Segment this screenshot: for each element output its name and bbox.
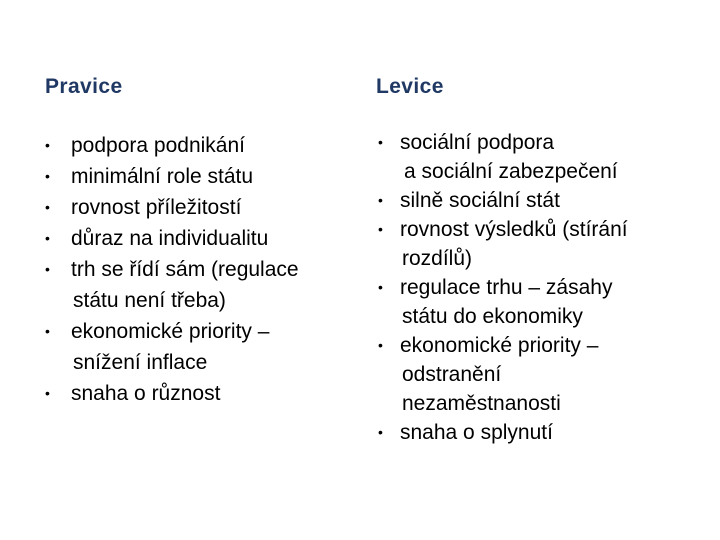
list-item-text: snaha o různost — [71, 382, 221, 405]
list-item-text-continued: odstranění — [402, 363, 502, 386]
list-item-text: ekonomické priority – — [71, 320, 270, 343]
heading-levice: Levice — [376, 75, 444, 98]
bullet-icon: • — [378, 279, 383, 295]
list-item — [45, 130, 355, 161]
list-item-text-continued: nezaměstnanosti — [402, 392, 561, 415]
list-item-text-continued: a sociální zabezpečení — [404, 160, 618, 183]
bullet-icon: • — [45, 261, 50, 277]
list-item-text: důraz na individualitu — [71, 227, 269, 250]
bullet-icon: • — [45, 137, 50, 153]
bullet-icon: • — [378, 337, 383, 353]
list-item-text: snaha o splynutí — [400, 421, 553, 444]
bullet-icon: • — [378, 192, 383, 208]
list-item-text: ekonomické priority – — [400, 334, 599, 357]
list-item — [45, 223, 355, 254]
bullet-icon: • — [45, 199, 50, 215]
list-item-text-continued: snížení inflace — [73, 351, 208, 374]
list-item — [45, 254, 355, 316]
list-item-text-continued: rozdílů) — [402, 247, 473, 270]
list-item-text: rovnost příležitostí — [71, 196, 242, 219]
list-item — [376, 128, 696, 186]
list-item — [376, 186, 696, 215]
list-item-text: minimální role státu — [71, 165, 254, 188]
list-item — [45, 192, 355, 223]
list-item-text: sociální podpora — [400, 131, 555, 154]
list-item — [376, 418, 696, 447]
list-item — [376, 273, 696, 331]
bullet-icon: • — [45, 323, 50, 339]
list-levice — [376, 128, 696, 447]
bullet-icon: • — [378, 424, 383, 440]
list-item-text-continued: státu do ekonomiky — [402, 305, 583, 328]
list-item — [45, 161, 355, 192]
heading-pravice: Pravice — [45, 75, 123, 98]
list-item-text: podpora podnikání — [71, 134, 245, 157]
list-item-text: regulace trhu – zásahy — [400, 276, 613, 299]
list-item — [45, 378, 355, 409]
bullet-icon: • — [45, 168, 50, 184]
list-item-text: trh se řídí sám (regulace — [71, 258, 299, 281]
bullet-icon: • — [45, 230, 50, 246]
list-item — [45, 316, 355, 378]
list-item — [376, 215, 696, 273]
bullet-icon: • — [378, 134, 383, 150]
list-pravice — [45, 130, 355, 409]
list-item-text: rovnost výsledků (stírání — [400, 218, 628, 241]
list-item-text-continued: státu není třeba) — [73, 289, 226, 312]
bullet-icon: • — [45, 385, 50, 401]
bullet-icon: • — [378, 221, 383, 237]
list-item-text: silně sociální stát — [400, 189, 560, 212]
list-item — [376, 331, 696, 418]
